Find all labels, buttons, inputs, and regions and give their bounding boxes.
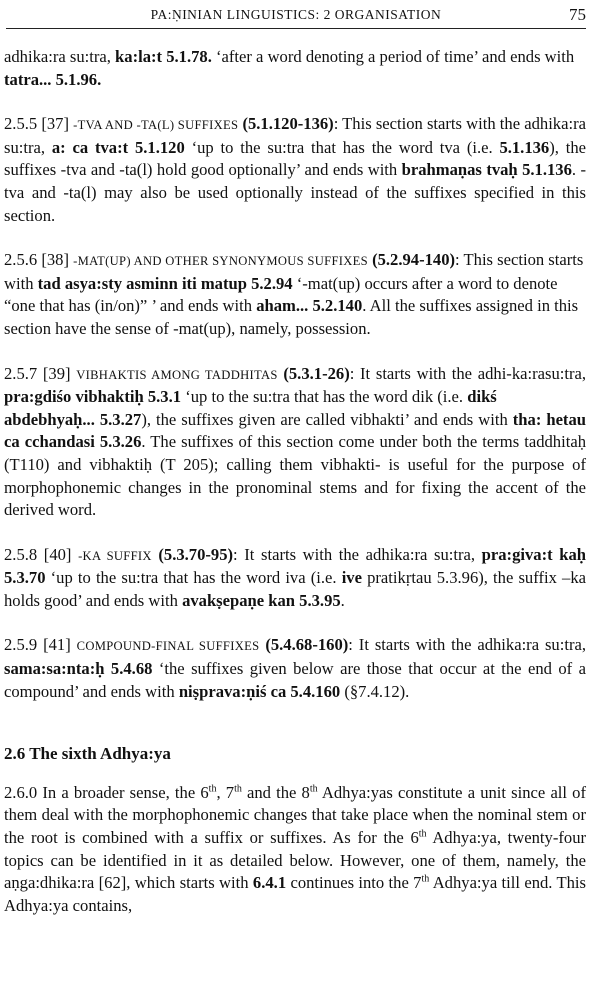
text-run: 2.6.0 In a broader sense, the 6 bbox=[4, 782, 209, 802]
sutra-range: (5.2.94-140) bbox=[367, 250, 456, 270]
text-run: : It starts with the adhika:ra su:tra, bbox=[348, 635, 586, 655]
sutra-ref: 6.4.1 bbox=[252, 873, 287, 893]
sutra-range: (5.3.1-26) bbox=[277, 363, 350, 383]
running-header bbox=[6, 6, 586, 29]
superscript: th bbox=[309, 783, 318, 795]
section-topic: -TVA AND -TA(L) SUFFIXES bbox=[73, 118, 239, 133]
section-number: 2.5.8 [40] bbox=[4, 544, 79, 564]
paragraph-2-5-7 bbox=[4, 363, 586, 522]
sutra-ref: pra:giva:t kaḥ 5.3.70 bbox=[4, 544, 586, 588]
paragraph-2-5-5 bbox=[4, 113, 586, 227]
superscript: th bbox=[234, 783, 242, 795]
text-run: continues into the 7 bbox=[286, 873, 422, 893]
sutra-ref: pra:gdiśo vibhaktiḥ 5.3.1 bbox=[4, 387, 182, 407]
section-topic: -MAT(UP) AND OTHER SYNONYMOUS SUFFIXES bbox=[73, 254, 368, 269]
text-run: . -tva and -ta(l) may also be used optionally instead of the suffixes specified in this section. bbox=[4, 160, 586, 225]
text-run: and the 8 bbox=[241, 782, 310, 802]
page-number: 75 bbox=[569, 5, 586, 24]
sutra-ref: brahmaṇas tvaḥ 5.1.136 bbox=[401, 160, 572, 180]
sutra-ref: a: ca tva:t 5.1.120 bbox=[51, 137, 185, 157]
sutra-range: (5.3.70-95) bbox=[151, 544, 234, 564]
text-run: Adhya:ya, twenty-four topics can be identified in it as detailed below. However, one of them, namely, the aṇga:dhika:ra [62], which starts with bbox=[4, 828, 587, 893]
text-run: Adhya:ya till end. This Adhya:ya contains, bbox=[4, 873, 586, 915]
text-run: ‘-mat(up) occurs after a word to denote “one that has (in/on)” ’ and ends with bbox=[4, 273, 558, 316]
superscript: th bbox=[421, 873, 430, 885]
text-run: . All the suffixes assigned in this section have the sense of -mat(up), namely, possession. bbox=[4, 296, 579, 338]
text-run: pratikṛtau 5.3.96), the suffix –ka holds good’ and ends with bbox=[4, 568, 586, 610]
section-topic: COMPOUND-FINAL SUFFIXES bbox=[76, 639, 260, 654]
running-head-title: PA:ṆINIAN LINGUISTICS: 2 ORGANISATION bbox=[150, 7, 442, 22]
sutra-ref: ka:la:t 5.1.78. bbox=[115, 47, 212, 66]
sutra-ref: niṣprava:ṇiś ca 5.4.160 bbox=[178, 681, 341, 701]
text-run: ‘up to the su:tra that has the word dik (i.e. bbox=[181, 387, 468, 407]
sutra-ref: abdebhyaḥ... 5.3.27 bbox=[4, 409, 142, 429]
text-run: , 7 bbox=[216, 782, 235, 802]
sutra-ref: tad asya:sty asminn iti matup 5.2.94 bbox=[37, 273, 293, 293]
text-run: ‘the suffixes given below are those that occur at the end of a compound’ and ends with bbox=[4, 659, 587, 701]
sutra-ref: dikś bbox=[467, 387, 497, 407]
sutra-ref: 5.1.136 bbox=[499, 137, 550, 157]
section-topic: VIBHAKTIS AMONG TADDHITAS bbox=[76, 367, 278, 382]
text-run: ), the suffixes given are called vibhakti’ and ends with bbox=[141, 409, 513, 429]
section-number: 2.5.6 [38] bbox=[4, 250, 74, 270]
text-run: adhika:ra su:tra, bbox=[4, 47, 116, 66]
sutra-ref: sama:sa:nta:ḥ 5.4.68 bbox=[4, 659, 153, 679]
section-number: 2.5.5 [37] bbox=[4, 114, 74, 134]
paragraph-2-5-6 bbox=[4, 249, 586, 340]
text-run: ), the suffixes -tva and -ta(l) hold good optionally’ and ends with bbox=[4, 137, 586, 180]
text-run: ‘up to the su:tra that has the word iva (i.e. bbox=[45, 568, 342, 588]
paragraph-2-5-9 bbox=[4, 634, 586, 703]
sutra-range: (5.4.68-160) bbox=[259, 635, 349, 655]
sutra-range: (5.1.120-136) bbox=[238, 114, 334, 134]
text-run: ‘up to the su:tra that has the word tva (i.e. bbox=[184, 137, 500, 157]
text-run: : It starts with the adhika:ra su:tra, bbox=[233, 544, 482, 564]
section-number: 2.5.7 [39] bbox=[4, 363, 77, 383]
sutra-ref: aham... 5.2.140 bbox=[256, 296, 363, 316]
sutra-ref: ive bbox=[341, 568, 362, 588]
paragraph-2-6-0 bbox=[4, 782, 586, 918]
text-run: : This section starts with the adhika:ra su:tra, bbox=[4, 114, 586, 157]
paragraph-2-5-8 bbox=[4, 544, 586, 613]
superscript: th bbox=[208, 783, 217, 795]
text-run: : It starts with the adhi-ka:rasu:tra, bbox=[349, 363, 587, 383]
sutra-ref: avakṣepaṇe kan 5.3.95 bbox=[182, 590, 341, 610]
text-run: . bbox=[340, 590, 345, 610]
section-topic: -KA SUFFIX bbox=[78, 548, 152, 563]
section-heading: 2.6 The sixth Adhya:ya bbox=[4, 744, 171, 764]
page-body bbox=[4, 46, 586, 939]
text-run: (§7.4.12). bbox=[340, 681, 410, 701]
section-number: 2.5.9 [41] bbox=[4, 635, 77, 655]
superscript: th bbox=[418, 828, 427, 840]
text-run: Adhya:yas constitute a unit since all of them deal with the morphophonemic changes that take place when the nominal stem or the root is combined with a suffix or suffixes. As for the 6 bbox=[4, 782, 587, 848]
text-run: . The suffixes of this section come under both the terms taddhitaḥ (T110) and vibhaktiḥ (T 205); calling them vibhakti- is useful for the purpose of morphophonemic changes in the pronominal stems and for fixing the accent of the derived word. bbox=[4, 432, 586, 520]
text-run: ‘after a word denoting a period of time’ and ends with bbox=[211, 47, 575, 66]
text-run: : This section starts with bbox=[4, 250, 584, 293]
sutra-ref: tatra... 5.1.96. bbox=[4, 69, 102, 89]
paragraph-continuation bbox=[4, 46, 586, 91]
sutra-ref: tha: hetau ca cchandasi 5.3.26 bbox=[4, 409, 586, 452]
